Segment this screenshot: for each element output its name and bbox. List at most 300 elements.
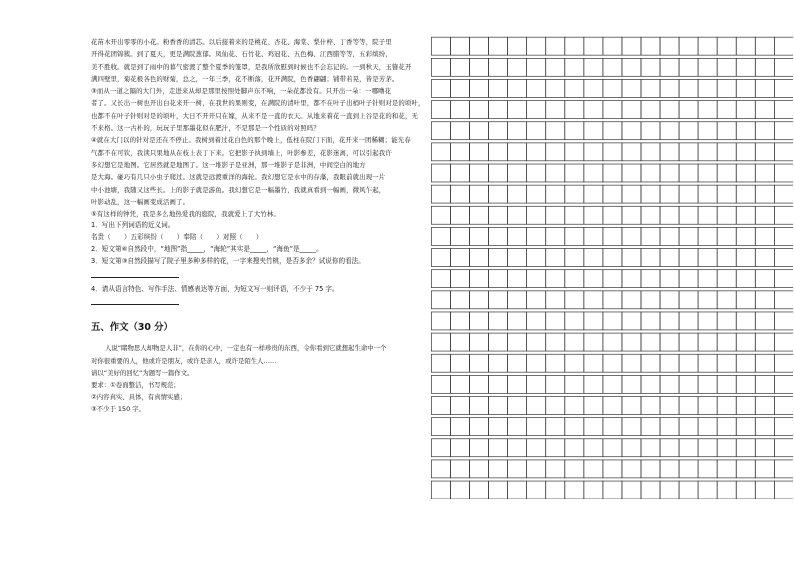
grid-cell[interactable] (736, 312, 755, 330)
grid-cell[interactable] (489, 143, 508, 161)
grid-cell[interactable] (774, 354, 793, 372)
grid-cell[interactable] (717, 143, 736, 161)
grid-cell[interactable] (431, 312, 450, 330)
grid-cell[interactable] (641, 333, 660, 351)
grid-cell[interactable] (489, 481, 508, 499)
grid-cell[interactable] (717, 37, 736, 55)
grid-cell[interactable] (489, 101, 508, 119)
grid-cell[interactable] (546, 122, 565, 140)
grid-cell[interactable] (660, 291, 679, 309)
grid-cell[interactable] (698, 249, 717, 267)
grid-cell[interactable] (736, 354, 755, 372)
grid-cell[interactable] (679, 164, 698, 182)
grid-cell[interactable] (698, 37, 717, 55)
grid-cell[interactable] (755, 270, 774, 288)
grid-cell[interactable] (584, 481, 603, 499)
grid-cell[interactable] (603, 375, 622, 393)
grid-cell[interactable] (660, 122, 679, 140)
grid-cell[interactable] (641, 79, 660, 97)
grid-cell[interactable] (431, 58, 450, 76)
grid-cell[interactable] (622, 58, 641, 76)
grid-cell[interactable] (450, 185, 469, 203)
grid-cell[interactable] (622, 397, 641, 415)
grid-cell[interactable] (717, 312, 736, 330)
grid-cell[interactable] (698, 460, 717, 478)
grid-cell[interactable] (450, 397, 469, 415)
grid-cell[interactable] (755, 375, 774, 393)
grid-cell[interactable] (546, 375, 565, 393)
grid-cell[interactable] (450, 291, 469, 309)
grid-cell[interactable] (584, 206, 603, 224)
grid-cell[interactable] (774, 101, 793, 119)
grid-cell[interactable] (698, 122, 717, 140)
grid-cell[interactable] (717, 185, 736, 203)
grid-cell[interactable] (527, 291, 546, 309)
grid-cell[interactable] (774, 270, 793, 288)
grid-cell[interactable] (508, 143, 527, 161)
grid-cell[interactable] (755, 122, 774, 140)
grid-cell[interactable] (774, 375, 793, 393)
grid-cell[interactable] (603, 481, 622, 499)
grid-cell[interactable] (774, 312, 793, 330)
grid-cell[interactable] (470, 249, 489, 267)
grid-cell[interactable] (584, 37, 603, 55)
grid-cell[interactable] (660, 439, 679, 457)
grid-cell[interactable] (641, 101, 660, 119)
grid-cell[interactable] (546, 397, 565, 415)
grid-cell[interactable] (546, 101, 565, 119)
grid-cell[interactable] (717, 375, 736, 393)
grid-cell[interactable] (489, 439, 508, 457)
grid-cell[interactable] (508, 354, 527, 372)
grid-cell[interactable] (489, 291, 508, 309)
grid-cell[interactable] (508, 164, 527, 182)
grid-cell[interactable] (698, 333, 717, 351)
grid-cell[interactable] (622, 37, 641, 55)
grid-cell[interactable] (546, 79, 565, 97)
grid-cell[interactable] (470, 333, 489, 351)
grid-cell[interactable] (431, 37, 450, 55)
grid-cell[interactable] (450, 481, 469, 499)
grid-cell[interactable] (527, 375, 546, 393)
grid-cell[interactable] (641, 227, 660, 245)
grid-cell[interactable] (698, 397, 717, 415)
grid-cell[interactable] (450, 37, 469, 55)
grid-cell[interactable] (508, 397, 527, 415)
grid-cell[interactable] (508, 270, 527, 288)
grid-cell[interactable] (546, 439, 565, 457)
grid-cell[interactable] (717, 206, 736, 224)
grid-cell[interactable] (431, 143, 450, 161)
grid-cell[interactable] (470, 79, 489, 97)
grid-cell[interactable] (470, 312, 489, 330)
grid-cell[interactable] (679, 206, 698, 224)
grid-cell[interactable] (774, 439, 793, 457)
grid-cell[interactable] (641, 122, 660, 140)
grid-cell[interactable] (489, 418, 508, 436)
grid-cell[interactable] (679, 375, 698, 393)
grid-cell[interactable] (508, 37, 527, 55)
grid-cell[interactable] (736, 418, 755, 436)
grid-cell[interactable] (431, 354, 450, 372)
grid-cell[interactable] (527, 249, 546, 267)
grid-cell[interactable] (565, 37, 584, 55)
grid-cell[interactable] (431, 79, 450, 97)
grid-cell[interactable] (660, 164, 679, 182)
grid-cell[interactable] (450, 375, 469, 393)
grid-cell[interactable] (698, 418, 717, 436)
grid-cell[interactable] (641, 397, 660, 415)
grid-cell[interactable] (774, 227, 793, 245)
grid-cell[interactable] (660, 143, 679, 161)
grid-cell[interactable] (450, 79, 469, 97)
grid-cell[interactable] (622, 291, 641, 309)
grid-cell[interactable] (622, 206, 641, 224)
grid-cell[interactable] (584, 418, 603, 436)
grid-cell[interactable] (717, 481, 736, 499)
grid-cell[interactable] (431, 460, 450, 478)
grid-cell[interactable] (431, 375, 450, 393)
grid-cell[interactable] (546, 270, 565, 288)
grid-cell[interactable] (565, 375, 584, 393)
grid-cell[interactable] (508, 79, 527, 97)
grid-cell[interactable] (565, 460, 584, 478)
grid-cell[interactable] (584, 101, 603, 119)
grid-cell[interactable] (431, 227, 450, 245)
grid-cell[interactable] (755, 101, 774, 119)
grid-cell[interactable] (641, 270, 660, 288)
grid-cell[interactable] (603, 270, 622, 288)
grid-cell[interactable] (717, 164, 736, 182)
grid-cell[interactable] (431, 481, 450, 499)
grid-cell[interactable] (774, 397, 793, 415)
grid-cell[interactable] (736, 375, 755, 393)
grid-cell[interactable] (679, 122, 698, 140)
grid-cell[interactable] (774, 185, 793, 203)
grid-cell[interactable] (450, 58, 469, 76)
grid-cell[interactable] (603, 58, 622, 76)
grid-cell[interactable] (603, 79, 622, 97)
grid-cell[interactable] (698, 439, 717, 457)
grid-cell[interactable] (450, 227, 469, 245)
grid-cell[interactable] (660, 227, 679, 245)
grid-cell[interactable] (431, 270, 450, 288)
grid-cell[interactable] (622, 122, 641, 140)
grid-cell[interactable] (431, 333, 450, 351)
grid-cell[interactable] (717, 418, 736, 436)
grid-cell[interactable] (736, 460, 755, 478)
grid-cell[interactable] (584, 58, 603, 76)
grid-cell[interactable] (565, 354, 584, 372)
grid-cell[interactable] (508, 333, 527, 351)
grid-cell[interactable] (489, 460, 508, 478)
grid-cell[interactable] (603, 37, 622, 55)
grid-cell[interactable] (717, 227, 736, 245)
grid-cell[interactable] (508, 206, 527, 224)
grid-cell[interactable] (470, 185, 489, 203)
grid-cell[interactable] (679, 312, 698, 330)
grid-cell[interactable] (717, 79, 736, 97)
grid-cell[interactable] (584, 333, 603, 351)
grid-cell[interactable] (508, 249, 527, 267)
grid-cell[interactable] (489, 249, 508, 267)
grid-cell[interactable] (736, 101, 755, 119)
grid-cell[interactable] (603, 460, 622, 478)
grid-cell[interactable] (527, 354, 546, 372)
grid-cell[interactable] (450, 164, 469, 182)
grid-cell[interactable] (698, 79, 717, 97)
grid-cell[interactable] (774, 164, 793, 182)
grid-cell[interactable] (641, 206, 660, 224)
grid-cell[interactable] (470, 418, 489, 436)
grid-cell[interactable] (508, 312, 527, 330)
grid-cell[interactable] (603, 101, 622, 119)
grid-cell[interactable] (470, 101, 489, 119)
grid-cell[interactable] (622, 270, 641, 288)
grid-cell[interactable] (527, 185, 546, 203)
grid-cell[interactable] (431, 164, 450, 182)
grid-cell[interactable] (508, 185, 527, 203)
grid-cell[interactable] (641, 164, 660, 182)
grid-cell[interactable] (679, 397, 698, 415)
grid-cell[interactable] (736, 58, 755, 76)
grid-cell[interactable] (755, 206, 774, 224)
grid-cell[interactable] (546, 312, 565, 330)
grid-cell[interactable] (584, 439, 603, 457)
grid-cell[interactable] (641, 481, 660, 499)
grid-cell[interactable] (717, 333, 736, 351)
grid-cell[interactable] (508, 58, 527, 76)
grid-cell[interactable] (603, 164, 622, 182)
grid-cell[interactable] (755, 185, 774, 203)
grid-cell[interactable] (755, 227, 774, 245)
grid-cell[interactable] (679, 101, 698, 119)
grid-cell[interactable] (660, 354, 679, 372)
grid-cell[interactable] (527, 143, 546, 161)
grid-cell[interactable] (774, 79, 793, 97)
grid-cell[interactable] (641, 58, 660, 76)
grid-cell[interactable] (527, 270, 546, 288)
grid-cell[interactable] (450, 439, 469, 457)
grid-cell[interactable] (660, 460, 679, 478)
grid-cell[interactable] (660, 206, 679, 224)
grid-cell[interactable] (736, 206, 755, 224)
grid-cell[interactable] (717, 101, 736, 119)
grid-cell[interactable] (527, 333, 546, 351)
grid-cell[interactable] (641, 37, 660, 55)
grid-cell[interactable] (565, 227, 584, 245)
grid-cell[interactable] (603, 291, 622, 309)
grid-cell[interactable] (584, 460, 603, 478)
grid-cell[interactable] (603, 439, 622, 457)
grid-cell[interactable] (698, 312, 717, 330)
grid-cell[interactable] (717, 58, 736, 76)
grid-cell[interactable] (431, 291, 450, 309)
grid-cell[interactable] (565, 143, 584, 161)
grid-cell[interactable] (546, 249, 565, 267)
grid-cell[interactable] (584, 185, 603, 203)
grid-cell[interactable] (546, 227, 565, 245)
grid-cell[interactable] (755, 312, 774, 330)
grid-cell[interactable] (565, 122, 584, 140)
grid-cell[interactable] (431, 185, 450, 203)
grid-cell[interactable] (470, 206, 489, 224)
grid-cell[interactable] (660, 58, 679, 76)
grid-cell[interactable] (527, 312, 546, 330)
grid-cell[interactable] (584, 312, 603, 330)
grid-cell[interactable] (470, 143, 489, 161)
grid-cell[interactable] (565, 291, 584, 309)
grid-cell[interactable] (641, 249, 660, 267)
grid-cell[interactable] (679, 79, 698, 97)
grid-cell[interactable] (736, 143, 755, 161)
grid-cell[interactable] (698, 185, 717, 203)
grid-cell[interactable] (584, 397, 603, 415)
grid-cell[interactable] (527, 37, 546, 55)
grid-cell[interactable] (527, 58, 546, 76)
grid-cell[interactable] (774, 460, 793, 478)
grid-cell[interactable] (546, 185, 565, 203)
grid-cell[interactable] (622, 101, 641, 119)
grid-cell[interactable] (546, 291, 565, 309)
grid-cell[interactable] (679, 333, 698, 351)
grid-cell[interactable] (622, 333, 641, 351)
grid-cell[interactable] (470, 37, 489, 55)
grid-cell[interactable] (698, 164, 717, 182)
grid-cell[interactable] (755, 397, 774, 415)
grid-cell[interactable] (717, 122, 736, 140)
grid-cell[interactable] (679, 227, 698, 245)
grid-cell[interactable] (622, 249, 641, 267)
grid-cell[interactable] (508, 375, 527, 393)
grid-cell[interactable] (755, 37, 774, 55)
grid-cell[interactable] (622, 164, 641, 182)
grid-cell[interactable] (736, 291, 755, 309)
grid-cell[interactable] (698, 375, 717, 393)
grid-cell[interactable] (679, 270, 698, 288)
grid-cell[interactable] (470, 227, 489, 245)
grid-cell[interactable] (660, 270, 679, 288)
grid-cell[interactable] (489, 227, 508, 245)
grid-cell[interactable] (450, 143, 469, 161)
grid-cell[interactable] (508, 227, 527, 245)
grid-cell[interactable] (489, 164, 508, 182)
grid-cell[interactable] (565, 79, 584, 97)
grid-cell[interactable] (603, 249, 622, 267)
grid-cell[interactable] (755, 354, 774, 372)
grid-cell[interactable] (698, 206, 717, 224)
grid-cell[interactable] (622, 185, 641, 203)
grid-cell[interactable] (736, 481, 755, 499)
grid-cell[interactable] (508, 122, 527, 140)
grid-cell[interactable] (717, 270, 736, 288)
grid-cell[interactable] (546, 460, 565, 478)
grid-cell[interactable] (489, 333, 508, 351)
grid-cell[interactable] (679, 58, 698, 76)
grid-cell[interactable] (755, 143, 774, 161)
grid-cell[interactable] (679, 481, 698, 499)
grid-cell[interactable] (450, 333, 469, 351)
grid-cell[interactable] (527, 460, 546, 478)
grid-cell[interactable] (755, 460, 774, 478)
grid-cell[interactable] (622, 79, 641, 97)
grid-cell[interactable] (679, 37, 698, 55)
grid-cell[interactable] (698, 227, 717, 245)
grid-cell[interactable] (603, 354, 622, 372)
grid-cell[interactable] (603, 206, 622, 224)
grid-cell[interactable] (565, 249, 584, 267)
grid-cell[interactable] (450, 354, 469, 372)
grid-cell[interactable] (736, 37, 755, 55)
grid-cell[interactable] (508, 291, 527, 309)
grid-cell[interactable] (755, 333, 774, 351)
grid-cell[interactable] (527, 101, 546, 119)
grid-cell[interactable] (622, 439, 641, 457)
grid-cell[interactable] (489, 397, 508, 415)
grid-cell[interactable] (470, 270, 489, 288)
grid-cell[interactable] (470, 397, 489, 415)
grid-cell[interactable] (470, 481, 489, 499)
grid-cell[interactable] (584, 270, 603, 288)
grid-cell[interactable] (698, 101, 717, 119)
grid-cell[interactable] (565, 58, 584, 76)
grid-cell[interactable] (527, 206, 546, 224)
grid-cell[interactable] (736, 227, 755, 245)
grid-cell[interactable] (565, 185, 584, 203)
grid-cell[interactable] (736, 397, 755, 415)
grid-cell[interactable] (717, 397, 736, 415)
grid-cell[interactable] (755, 439, 774, 457)
grid-cell[interactable] (736, 249, 755, 267)
grid-cell[interactable] (489, 375, 508, 393)
grid-cell[interactable] (584, 164, 603, 182)
grid-cell[interactable] (450, 418, 469, 436)
grid-cell[interactable] (660, 249, 679, 267)
grid-cell[interactable] (774, 333, 793, 351)
grid-cell[interactable] (565, 397, 584, 415)
grid-cell[interactable] (660, 481, 679, 499)
grid-cell[interactable] (565, 206, 584, 224)
grid-cell[interactable] (641, 143, 660, 161)
grid-cell[interactable] (584, 375, 603, 393)
grid-cell[interactable] (546, 37, 565, 55)
grid-cell[interactable] (698, 58, 717, 76)
grid-cell[interactable] (489, 122, 508, 140)
grid-cell[interactable] (508, 481, 527, 499)
grid-cell[interactable] (679, 439, 698, 457)
grid-cell[interactable] (622, 460, 641, 478)
grid-cell[interactable] (774, 206, 793, 224)
grid-cell[interactable] (431, 439, 450, 457)
grid-cell[interactable] (774, 37, 793, 55)
grid-cell[interactable] (584, 291, 603, 309)
grid-cell[interactable] (660, 101, 679, 119)
grid-cell[interactable] (470, 58, 489, 76)
grid-cell[interactable] (584, 249, 603, 267)
grid-cell[interactable] (546, 354, 565, 372)
grid-cell[interactable] (431, 249, 450, 267)
grid-cell[interactable] (584, 227, 603, 245)
grid-cell[interactable] (622, 312, 641, 330)
grid-cell[interactable] (584, 354, 603, 372)
grid-cell[interactable] (527, 164, 546, 182)
grid-cell[interactable] (546, 143, 565, 161)
grid-cell[interactable] (527, 122, 546, 140)
grid-cell[interactable] (527, 397, 546, 415)
grid-cell[interactable] (698, 291, 717, 309)
grid-cell[interactable] (774, 249, 793, 267)
grid-cell[interactable] (584, 79, 603, 97)
